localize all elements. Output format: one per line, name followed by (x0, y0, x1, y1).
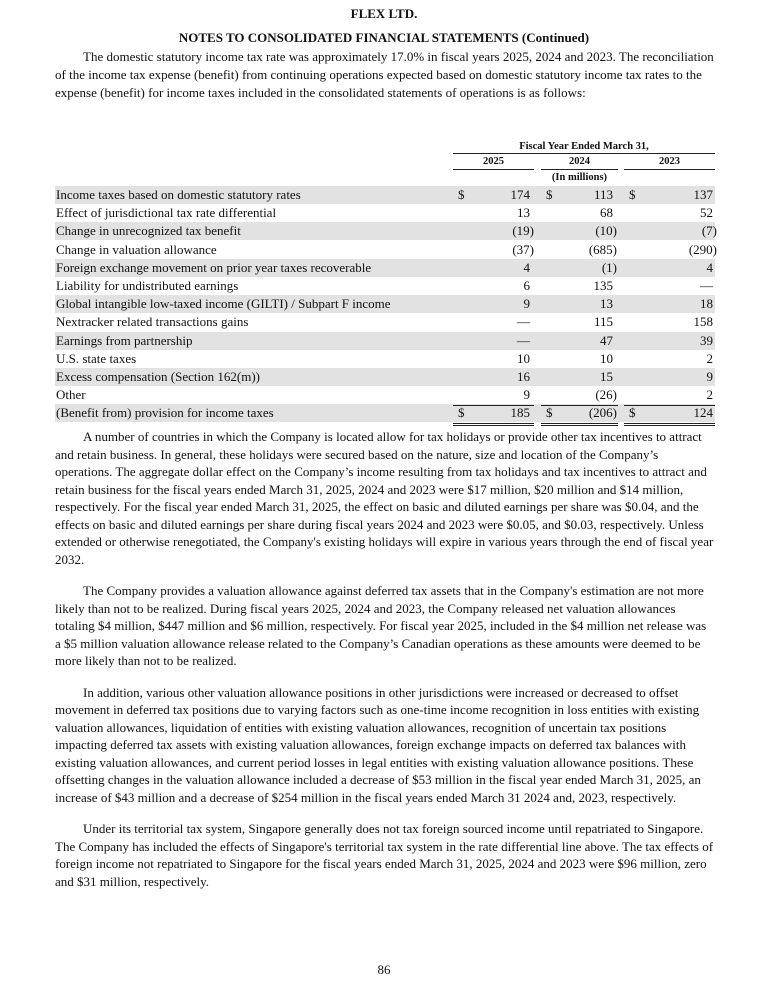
row-label: Effect of jurisdictional tax rate differential (56, 205, 277, 221)
cell-2023: 9 (706, 369, 713, 384)
table-row (55, 350, 715, 368)
double-divider (453, 423, 534, 426)
cell-2025: 10 (517, 350, 530, 366)
cell-2023: (290) (688, 241, 717, 257)
row-label: (Benefit from) provision for income taxes (56, 405, 274, 421)
table-row (55, 222, 715, 240)
divider (624, 169, 715, 170)
cell-2024: 135 (593, 278, 613, 293)
cell-2025: 16 (517, 369, 530, 384)
divider (453, 169, 534, 170)
cell-2025: 9 (523, 387, 530, 403)
divider (541, 169, 618, 170)
paragraph-other-valuation: In addition, various other valuation allowance positions in other jurisdictions were increased or decreased to offset movement in deferred tax positions due to varying factors such as one-time income recognition in loss entities with existing valuation allowances, liquidation of entities with existing valuation allowances, recognition of uncertain tax positions impacting deferred tax assets with existing valuation allowances, foreign exchange impacts on deferred tax balances with existing valuation allowances, and current period losses in legal entities with existing valuation allowance positions. These offsetting changes in the valuation allowance included a decrease of $53 million in the fiscal year ended March 31, 2025, an increase of $43 million and a decrease of $254 million in the fiscal years ended March 31 2024 and, 2023, respectively. (55, 684, 701, 805)
cell-2025: 4 (523, 259, 530, 275)
cell-2023: 2 (706, 387, 713, 403)
double-divider (541, 423, 618, 426)
row-label: Income taxes based on domestic statutory rates (56, 187, 301, 202)
currency-symbol: $ (629, 405, 636, 421)
section-title: NOTES TO CONSOLIDATED FINANCIAL STATEMENTS (Continued) (178, 30, 590, 45)
column-header-2025: 2025 (483, 156, 504, 167)
paragraph-valuation-allowance: The Company provides a valuation allowance against deferred tax assets that in the Company's estimation are not more likely than not to be realized. During fiscal years 2025, 2024 and 2023, the Company released net valuation allowances totaling $4 million, $447 million and $6 million, respectively. For fiscal year 2025, included in the $4 million net release was a $5 million valuation allowance release related to the Company’s Canadian operations as these amounts were deemed to be more likely than not to be realized. (55, 583, 707, 668)
cell-2025: — (517, 332, 530, 348)
table-group-header: Fiscal Year Ended March 31, (519, 141, 649, 152)
cell-2024: (10) (595, 223, 617, 239)
cell-2024: (1) (601, 259, 617, 275)
cell-2025: — (517, 314, 530, 330)
cell-2025: (37) (512, 241, 534, 257)
divider (624, 405, 715, 406)
units-label: (In millions) (551, 172, 608, 183)
cell-2023: 18 (700, 296, 713, 312)
cell-2025: 13 (517, 205, 530, 221)
cell-2024: 15 (600, 369, 613, 384)
table-row (55, 404, 715, 422)
cell-2024: 113 (593, 187, 613, 202)
row-label: Change in unrecognized tax benefit (56, 223, 241, 239)
table-row (55, 313, 715, 331)
row-label: Other (56, 387, 86, 403)
cell-2023: — (700, 278, 713, 293)
row-label: Liability for undistributed earnings (56, 278, 239, 293)
cell-2025: 174 (510, 187, 530, 202)
currency-symbol: $ (458, 187, 465, 202)
cell-2023: 4 (706, 259, 713, 275)
cell-2025: (19) (512, 223, 534, 239)
cell-2025: 9 (523, 296, 530, 312)
cell-2024: (26) (595, 387, 617, 403)
cell-2024: 10 (600, 350, 613, 366)
currency-symbol: $ (546, 187, 553, 202)
body-text (55, 428, 715, 904)
cell-2023: 124 (693, 405, 713, 421)
column-header-2024: 2024 (569, 156, 590, 167)
cell-2023: 137 (693, 187, 713, 202)
column-header-2023: 2023 (659, 156, 680, 167)
row-label: Nextracker related transactions gains (56, 314, 249, 330)
cell-2024: 13 (600, 296, 613, 312)
paragraph-tax-rate: The domestic statutory income tax rate was approximately 17.0% in fiscal years 2025, 2024 and 2023. The reconciliation of the income tax expense (benefit) from continuing operations expected based on domestic statutory income tax rates to the expense (benefit) for income taxes included in the consolidated statements of operations is as follows: (55, 49, 714, 100)
cell-2023: 2 (706, 350, 713, 366)
currency-symbol: $ (546, 405, 553, 421)
paragraph-tax-holidays: A number of countries in which the Company is located allow for tax holidays or provide other tax incentives to attract and retain business. In general, these holidays were secured based on the nature, size and location of the Company’s operations. The aggregate dollar effect on the Company’s income resulting from tax holidays and tax incentives to attract and retain business for the fiscal years ended March 31, 2025, 2024 and 2023 were $17 million, $20 million and $14 million, respectively. For the fiscal year ended March 31, 2025, the effect on basic and diluted earnings per share was $0.04, and the effects on basic and diluted earnings per share during fiscal years 2024 and 2023 were $0.05, and $0.03, respectively. Unless extended or otherwise renegotiated, the Company's existing holidays will expire in various years through the end of fiscal year 2032. (55, 429, 714, 567)
row-label: Earnings from partnership (56, 332, 193, 348)
row-label: U.S. state taxes (56, 350, 137, 366)
table-row (55, 259, 715, 277)
table-row (55, 204, 715, 222)
divider (453, 405, 534, 406)
cell-2024: (206) (588, 405, 617, 421)
row-label: Global intangible low-taxed income (GILTI) / Subpart F income (56, 296, 391, 312)
cell-2023: 39 (700, 332, 713, 348)
cell-2024: 68 (600, 205, 613, 221)
cell-2025: 6 (523, 278, 530, 293)
table-row (55, 368, 715, 386)
cell-2024: 47 (600, 332, 613, 348)
table-row (55, 186, 715, 204)
table-row (55, 277, 715, 295)
cell-2023: 158 (693, 314, 713, 330)
currency-symbol: $ (458, 405, 465, 421)
paragraph-singapore: Under its territorial tax system, Singapore generally does not tax foreign sourced income until repatriated to Singapore. The Company has included the effects of Singapore's territorial tax system in the rate differential line above. The tax effects of foreign income not repatriated to Singapore for the fiscal years ended March 31, 2025, 2024 and 2023 were $96 million, zero and $31 million, respectively. (55, 821, 714, 889)
page-number: 86 (377, 962, 391, 977)
table-row (55, 295, 715, 313)
table-row (55, 241, 715, 259)
cell-2023: 52 (700, 205, 713, 221)
cell-2024: (685) (588, 241, 617, 257)
row-label: Excess compensation (Section 162(m)) (56, 369, 260, 384)
table-row (55, 386, 715, 404)
company-title: FLEX LTD. (350, 6, 418, 21)
table-row (55, 332, 715, 350)
double-divider (624, 423, 715, 426)
row-label: Foreign exchange movement on prior year taxes recoverable (56, 259, 372, 275)
currency-symbol: $ (629, 187, 636, 202)
cell-2024: 115 (593, 314, 613, 330)
row-label: Change in valuation allowance (56, 241, 217, 257)
cell-2023: (7) (701, 223, 717, 239)
divider (453, 153, 715, 154)
cell-2025: 185 (510, 405, 530, 421)
divider (541, 405, 618, 406)
